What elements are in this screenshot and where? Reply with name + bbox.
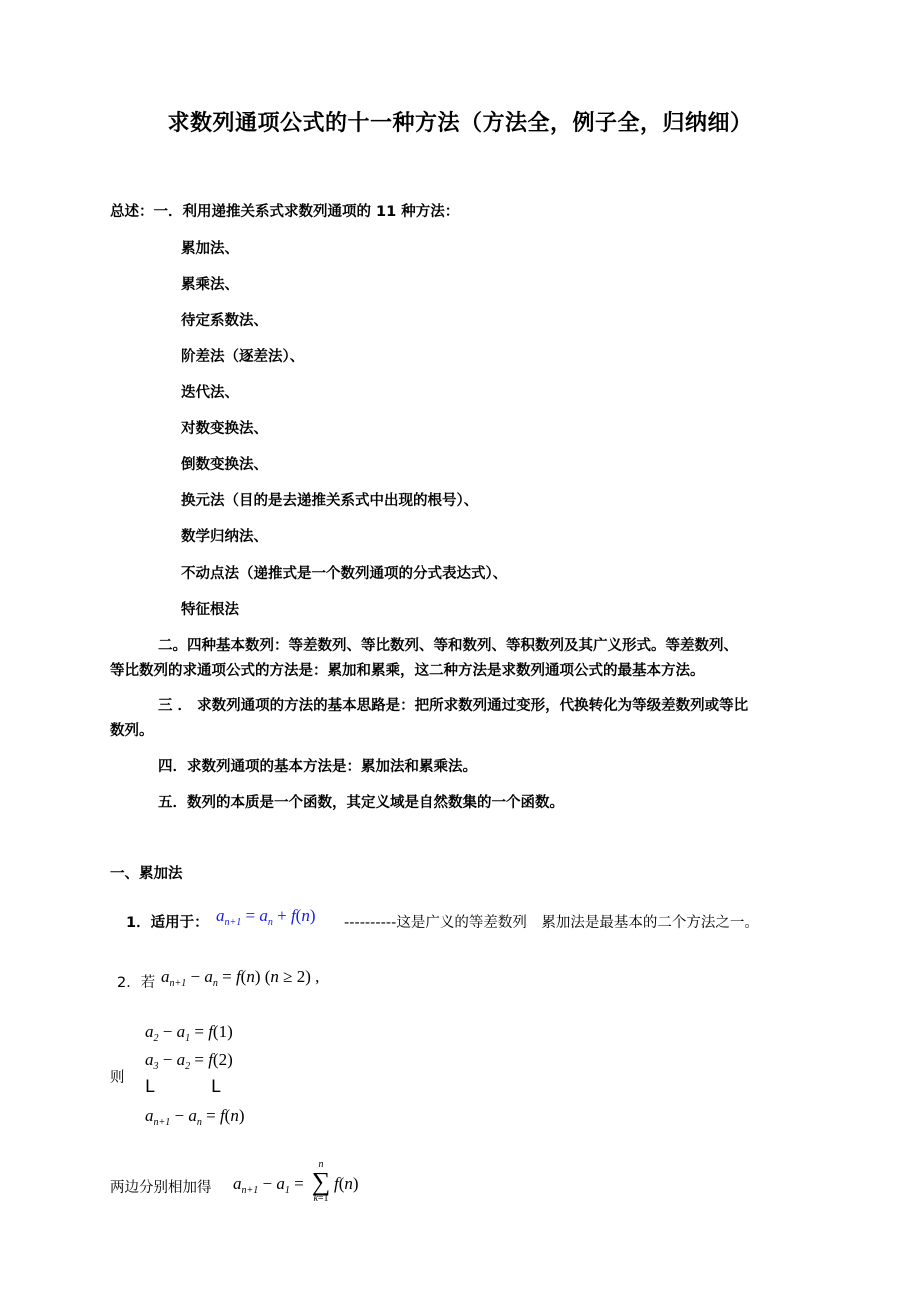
formula-step-1: $a_2 - a_1 = f(1)$ [145, 1022, 233, 1044]
formula-recurrence: $a_{n+1} = a_n + f(n)$ [216, 906, 316, 928]
method-item: 特征根法 [181, 602, 239, 618]
paragraph-2-line-1: 二。四种基本数列：等差数列、等比数列、等和数列、等积数列及其广义形式。等差数列、 [158, 638, 738, 654]
method-item: 数学归纳法、 [181, 529, 268, 545]
method-item: 阶差法（逐差法）、 [181, 349, 305, 365]
then-label: 则 [110, 1070, 125, 1086]
item-2-prefix: 2．若 [117, 975, 156, 991]
method-item: 倒数变换法、 [181, 457, 268, 473]
summary-intro: 总述：一．利用递推关系式求数列通项的 11 种方法： [110, 204, 460, 220]
summation-symbol: n ∑ k=1 [311, 1159, 331, 1204]
paragraph-5: 五．数列的本质是一个函数，其定义域是自然数集的一个函数。 [158, 795, 564, 811]
method-item: 待定系数法、 [181, 313, 268, 329]
formula-step-n: $a_{n+1} - a_n = f(n)$ [145, 1106, 245, 1128]
sum-label: 两边分别相加得 [110, 1180, 212, 1196]
item-1-note: ----------这是广义的等差数列 累加法是最基本的二个方法之一。 [344, 915, 759, 931]
method-item: 换元法（目的是去递推关系式中出现的根号）、 [181, 493, 479, 509]
formula-step-2: $a_3 - a_2 = f(2)$ [145, 1050, 233, 1072]
method-item: 不动点法（递推式是一个数列通项的分式表达式）、 [181, 566, 508, 582]
method-item: 累乘法、 [181, 277, 239, 293]
formula-sum-term: f(n) [334, 1174, 359, 1193]
item-1-label: 1．适用于： [126, 915, 209, 931]
ellipsis-mark: L [211, 1077, 221, 1097]
section-heading: 一、累加法 [110, 866, 183, 882]
paragraph-3-line-1: 三 ． 求数列通项的方法的基本思路是：把所求数列通过变形，代换转化为等级差数列或等比 [158, 698, 749, 714]
page-title: 求数列通项公式的十一种方法（方法全，例子全，归纳细） [167, 111, 753, 136]
paragraph-2-line-2: 等比数列的求通项公式的方法是：累加和累乘，这二种方法是求数列通项公式的最基本方法。 [110, 663, 705, 679]
paragraph-3-line-2: 数列。 [110, 723, 154, 739]
method-item: 累加法、 [181, 241, 239, 257]
formula-sum: $a_{n+1} - a_1$ = [233, 1174, 304, 1196]
method-item: 对数变换法、 [181, 421, 268, 437]
method-item: 迭代法、 [181, 385, 239, 401]
formula-condition: $a_{n+1} - a_n = f(n) (n \ge 2)$ , [161, 967, 320, 989]
ellipsis-mark: L [145, 1077, 155, 1097]
paragraph-4: 四．求数列通项的基本方法是：累加法和累乘法。 [158, 759, 477, 775]
